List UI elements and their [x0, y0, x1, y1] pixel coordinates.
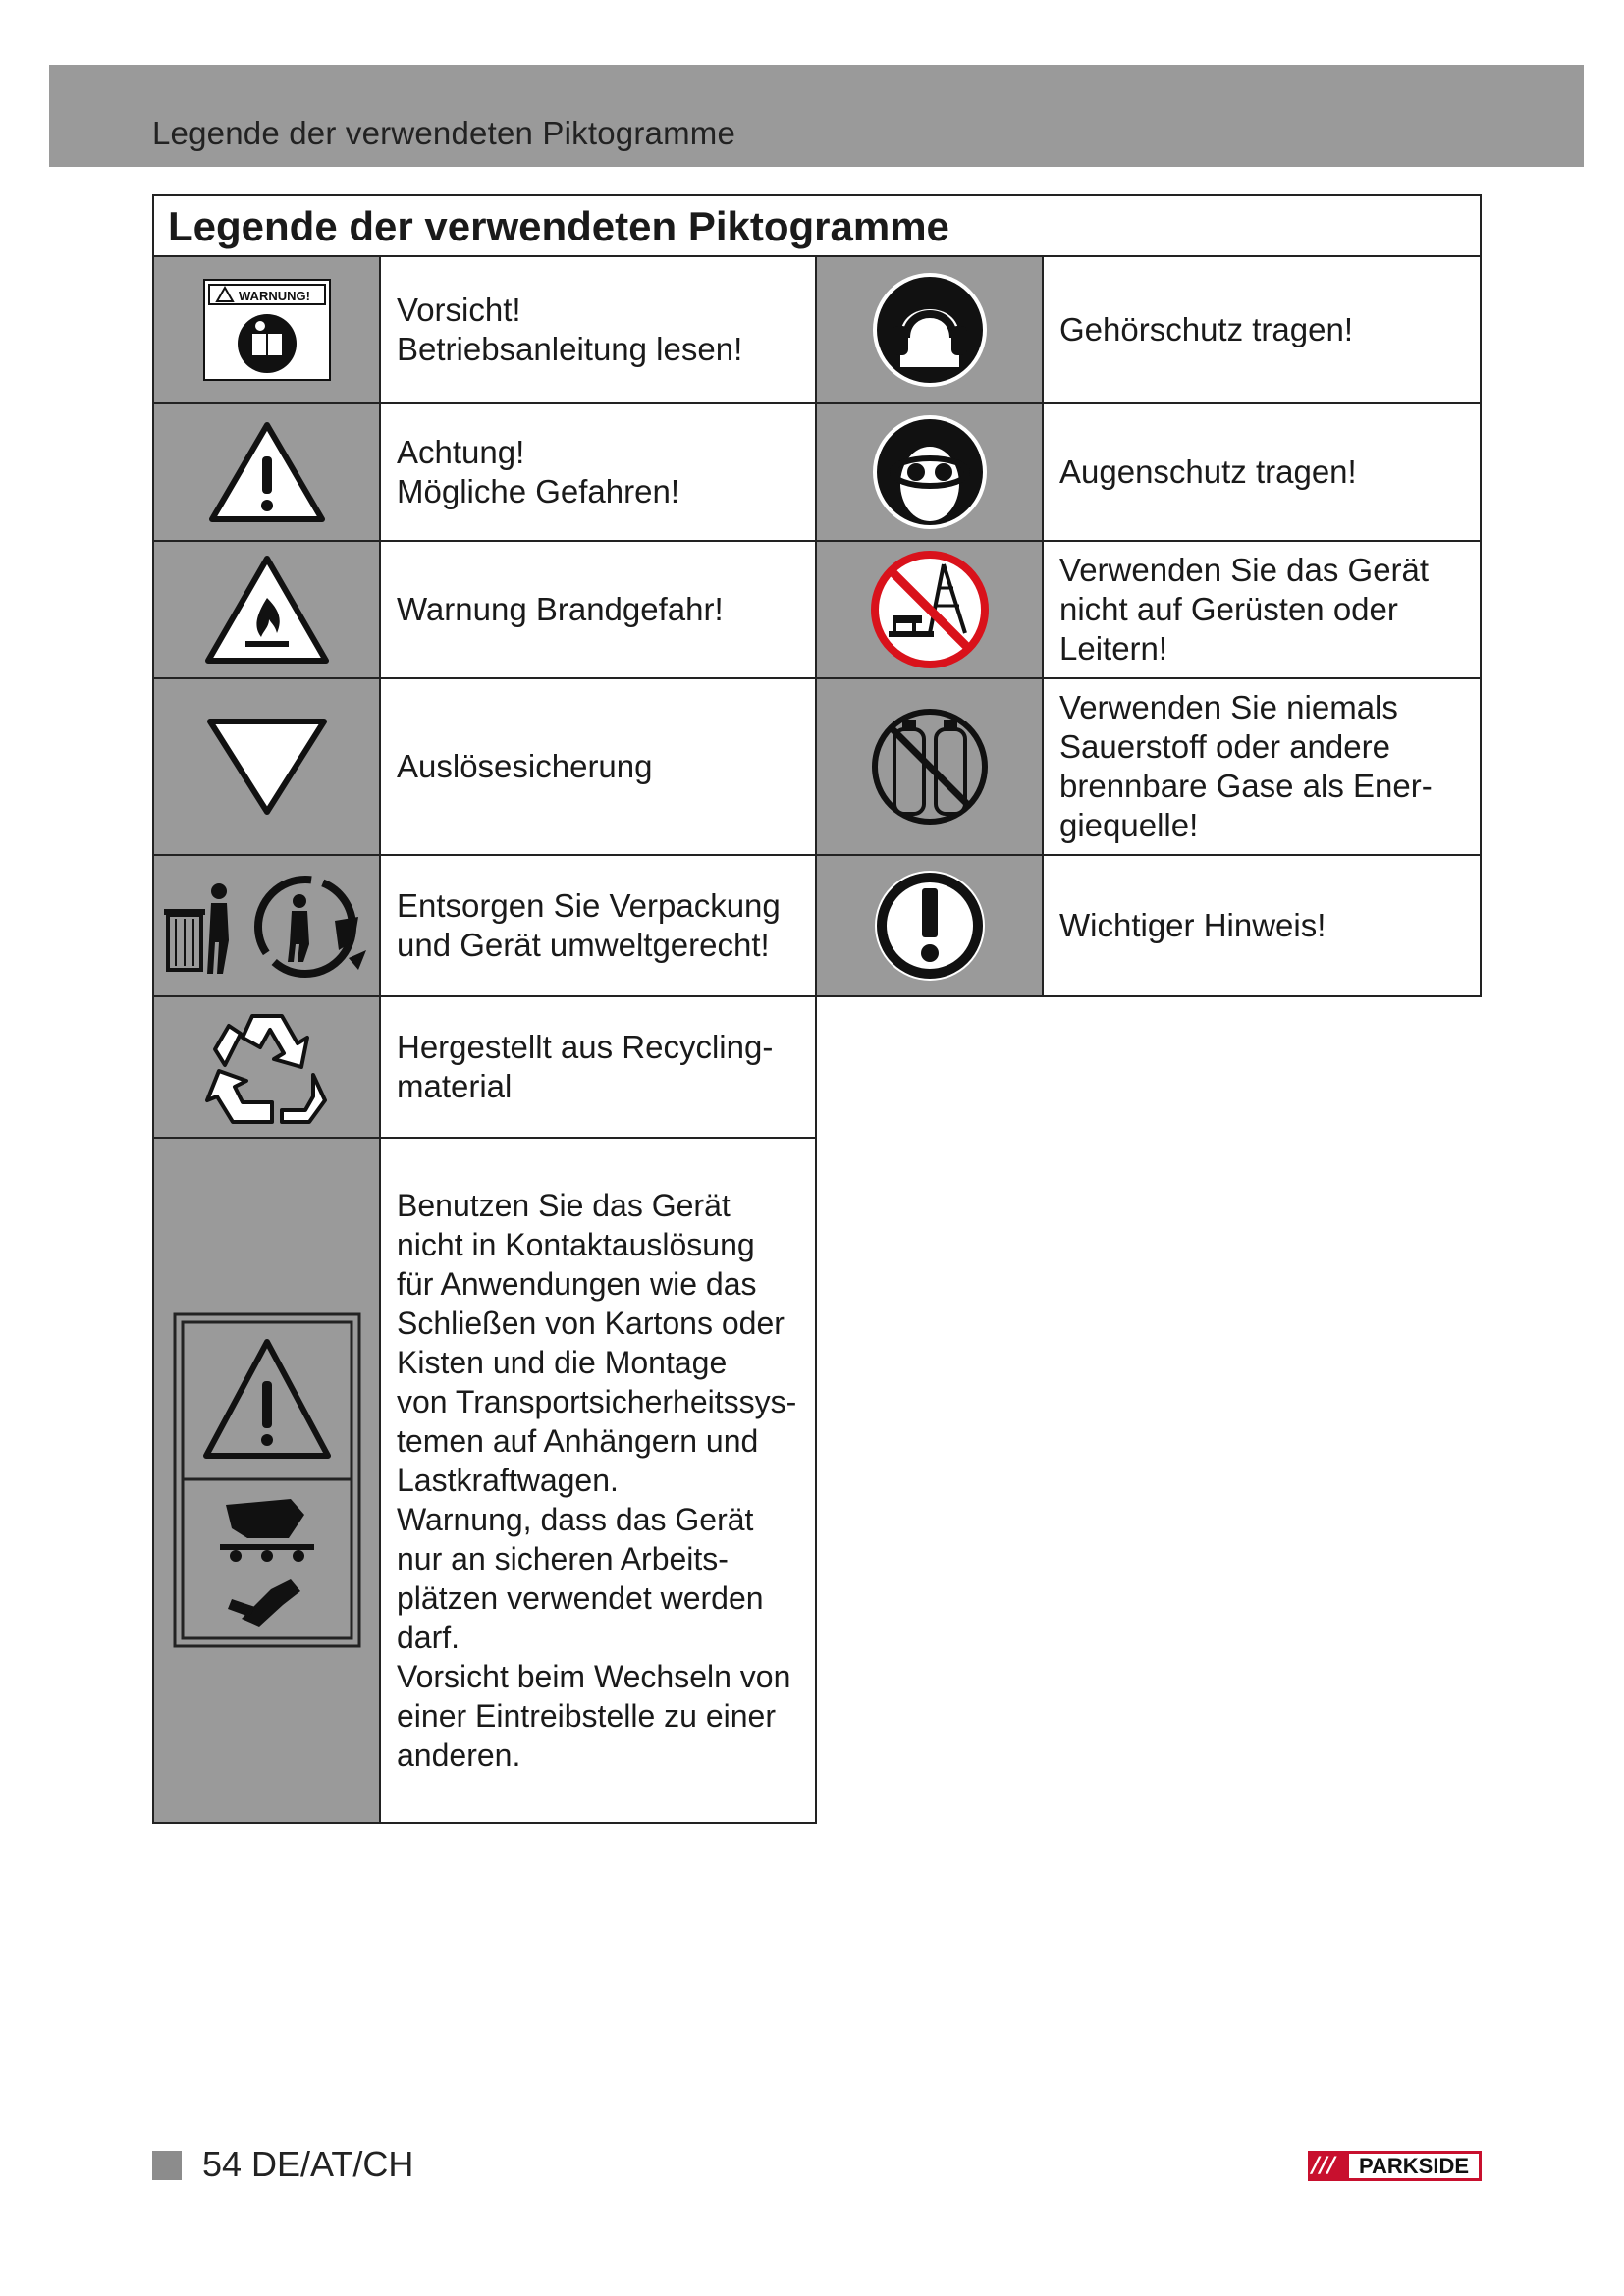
legend-text: Auslösesicherung: [397, 748, 653, 784]
no-ladder-icon: [869, 549, 991, 670]
right-icon-cell-3: [815, 540, 1044, 679]
legend-text: Wichtiger Hinweis!: [1059, 907, 1326, 943]
fire-hazard-icon: [204, 555, 330, 665]
left-icon-cell-4: [152, 677, 381, 856]
exclamation-triangle-icon: [208, 421, 326, 523]
warning-read-manual-icon: [203, 279, 331, 381]
left-text-cell-1: [379, 255, 817, 404]
ear-protection-icon: [871, 271, 989, 389]
right-text-cell-5: [1042, 854, 1482, 997]
left-text-cell-6: [379, 995, 817, 1139]
left-icon-cell-3: [152, 540, 381, 679]
header-title: Legende der verwendeten Piktogramme: [152, 115, 736, 151]
brand-mark: ///: [1312, 2154, 1336, 2178]
no-oxygen-gas-icon: [867, 704, 993, 829]
legend-text: Achtung! Mögliche Gefahren!: [397, 434, 679, 509]
left-icon-cell-2: [152, 402, 381, 542]
legend-title: Legende der verwendeten Piktogramme: [152, 194, 1482, 257]
important-notice-icon: [871, 867, 989, 985]
left-text-cell-7: [379, 1137, 817, 1824]
right-icon-cell-4: [815, 677, 1044, 856]
right-text-cell-4: [1042, 677, 1482, 856]
inverted-triangle-icon: [206, 718, 328, 816]
left-text-cell-4: [379, 677, 817, 856]
right-text-cell-1: [1042, 255, 1482, 404]
right-icon-cell-2: [815, 402, 1044, 542]
contact-trip-warning-icon: [173, 1312, 361, 1648]
legend-text: Entsorgen Sie Verpackung und Gerät umweltgerecht!: [397, 887, 781, 963]
right-icon-cell-5: [815, 854, 1044, 997]
page-number: 54 DE/AT/CH: [202, 2144, 414, 2184]
right-text-cell-2: [1042, 402, 1482, 542]
parkside-logo: [1308, 2151, 1482, 2181]
legend-text: Gehörschutz tragen!: [1059, 311, 1353, 347]
left-icon-cell-5: [152, 854, 381, 997]
left-icon-cell-6: [152, 995, 381, 1139]
right-text-cell-3: [1042, 540, 1482, 679]
legend-text: Warnung Brandgefahr!: [397, 591, 724, 627]
left-icon-cell-1: [152, 255, 381, 404]
recycle-disposal-icon: [162, 872, 372, 980]
legend-text: Vorsicht! Betriebsanleitung lesen!: [397, 292, 743, 367]
left-text-cell-3: [379, 540, 817, 679]
brand-name: PARKSIDE: [1349, 2154, 1479, 2178]
warning-label: WARNUNG!: [238, 289, 310, 303]
legend-text: Benutzen Sie das Gerät nicht in Kontaktauslösung für Anwendungen wie das Schließen von Kartons oder Kisten und die Montage von Transportsicherheitssys- temen auf Anhängern und Lastkraftwagen. Warnung, dass das Gerät nur an sicheren Arbeits- plätzen verwendet werden darf. Vorsicht beim Wechseln von einer Eintreibstelle zu einer anderen.: [397, 1188, 797, 1773]
eye-protection-icon: [871, 413, 989, 531]
legend-text: Verwenden Sie das Gerät nicht auf Gerüsten oder Leitern!: [1059, 552, 1430, 667]
recycling-arrows-icon: [203, 1006, 331, 1128]
left-text-cell-2: [379, 402, 817, 542]
legend-text: Augenschutz tragen!: [1059, 454, 1357, 490]
right-icon-cell-1: [815, 255, 1044, 404]
footer-marker: [152, 2151, 182, 2180]
left-icon-cell-7: [152, 1137, 381, 1824]
legend-text: Hergestellt aus Recycling- material: [397, 1029, 774, 1104]
legend-text: Verwenden Sie niemals Sauerstoff oder andere brennbare Gase als Ener- giequelle!: [1059, 689, 1433, 843]
left-text-cell-5: [379, 854, 817, 997]
